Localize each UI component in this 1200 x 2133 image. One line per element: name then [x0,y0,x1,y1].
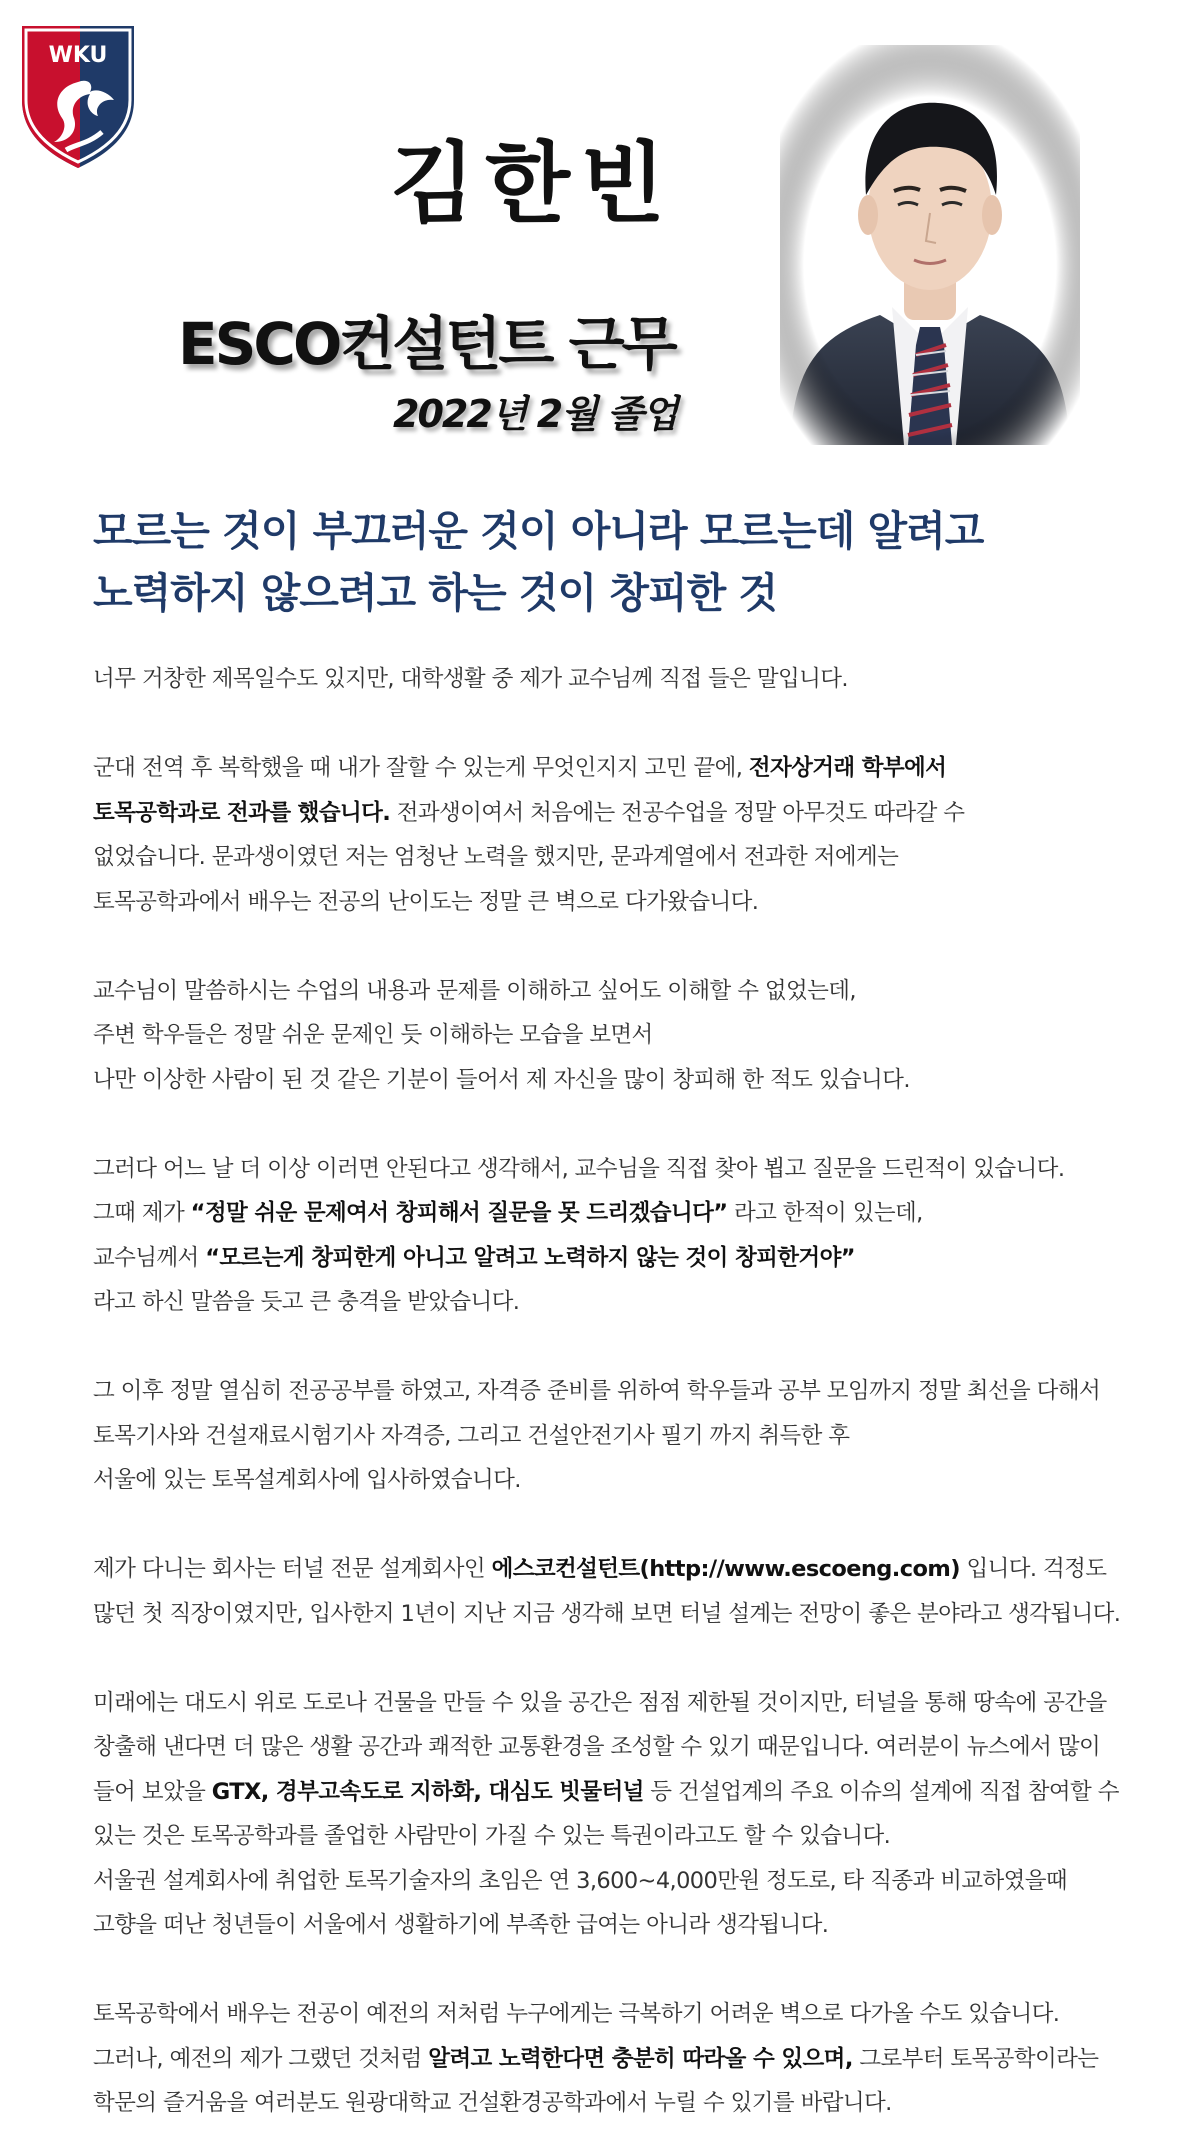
text-run: 그로부터 토목공학이라는 [852,2045,1099,2072]
text-line [93,1191,1143,1236]
text-line: 토목기사와 건설재료시험기사 자격증, 그리고 건설안전기사 필기 까지 취득한 후 [93,1422,850,1449]
text-line [93,791,1143,836]
paragraph-struggle [93,969,1143,1103]
text-line: 나만 이상한 사람이 된 것 같은 기분이 들어서 제 자신을 많이 창피해 한 적도 있습니다. [93,1066,910,1093]
text-line: 없었습니다. 문과생이였던 저는 엄청난 노력을 했지만, 문과계열에서 전과한 저에게는 [93,844,899,870]
text-line: 그러다 어느 날 더 이상 이러면 안된다고 생각해서, 교수님을 직접 찾아 뵙고 질문을 드린적이 있습니다. [93,1155,1065,1182]
headline-quote [93,500,1113,624]
text-line: 너무 거창한 제목일수도 있지만, 대학생활 중 제가 교수님께 직접 들은 말입니다. [93,666,848,692]
university-logo [18,22,138,172]
text-line: 교수님이 말씀하시는 수업의 내용과 문제를 이해하고 싶어도 이해할 수 없었는데, [93,977,856,1004]
headline-line: 모르는 것이 부끄러운 것이 아니라 모르는데 알려고 [93,507,984,555]
profile-name: 김한빈 [390,132,676,235]
text-line: 많던 첫 직장이였지만, 입사한지 1년이 지난 지금 생각해 보면 터널 설계는 전망이 좋은 분야라고 생각됩니다. [93,1600,1121,1627]
paragraph-transfer [93,746,1143,924]
paragraph-intro [93,657,1143,702]
paragraph-professor [93,1147,1143,1325]
bold-quote: “정말 쉬운 문제여서 창피해서 질문을 못 드리겠습니다” [190,1200,728,1226]
bold-text: 토목공학과로 전과를 했습니다. [93,799,391,826]
paragraph-achievement [93,1369,1143,1503]
text-line: 토목공학과에서 배우는 전공의 난이도는 정말 큰 벽으로 다가왔습니다. [93,888,759,915]
company-link[interactable]: 에스코컨설턴트(http://www.escoeng.com) [491,1556,960,1582]
text-line: 라고 하신 말씀을 듯고 큰 충격을 받았습니다. [93,1289,520,1315]
text-run: 입니다. 걱정도 [959,1556,1107,1582]
text-run: 라고 한적이 있는데, [727,1200,923,1226]
profile-role: ESCO컨설턴트 근무 [178,310,675,378]
paragraph-company [93,1547,1143,1636]
headline-line: 노력하지 않으려고 하는 것이 창피한 것 [93,569,778,617]
text-line [93,746,1143,791]
paragraph-closing [93,1992,1143,2126]
text-line [93,1236,1143,1281]
logo-text: WKU [48,43,108,68]
text-line: 창출해 낸다면 더 많은 생활 공간과 쾌적한 교통환경을 조성할 수 있기 때문입니다. 여러분이 뉴스에서 많이 [93,1734,1101,1760]
bold-quote: “모르는게 창피한게 아니고 알려고 노력하지 않는 것이 창피한거야” [205,1244,855,1271]
text-line: 학문의 즐거움을 여러분도 원광대학교 건설환경공학과에서 누릴 수 있기를 바랍니다. [93,2090,892,2116]
text-line: 토목공학에서 배우는 전공이 예전의 저처럼 누구에게는 극복하기 어려운 벽으로 다가올 수도 있습니다. [93,2001,1060,2027]
text-line: 서울권 설계회사에 취업한 토목기술자의 초임은 연 3,600~4,000만원 정도로, 타 직종과 비교하였을때 [93,1867,1068,1894]
testimonial-body [93,657,1143,2126]
paragraph-future [93,1681,1143,1948]
text-line [93,1770,1143,1815]
bold-text: 전자상거래 학부에서 [748,755,947,781]
text-line: 있는 것은 토목공학과를 졸업한 사람만이 가질 수 있는 특권이라고도 할 수 있습니다. [93,1823,891,1849]
bold-text: GTX, 경부고속도로 지하화, 대심도 빗물터널 [211,1778,644,1805]
text-line [93,2037,1143,2082]
text-line: 미래에는 대도시 위로 도로나 건물을 만들 수 있을 공간은 점점 제한될 것이지만, 터널을 통해 땅속에 공간을 [93,1689,1107,1716]
text-run: 등 건설업계의 주요 이슈의 설계에 직접 참여할 수 [643,1778,1119,1805]
text-line: 서울에 있는 토목설계회사에 입사하였습니다. [93,1467,521,1493]
text-run: 군대 전역 후 복학했을 때 내가 잘할 수 있는게 무엇인지지 고민 끝에, [93,755,749,781]
text-line [93,1547,1143,1592]
profile-graduation: 2022년 2월 졸업 [393,392,677,436]
text-run: 전과생이여서 처음에는 전공수업을 정말 아무것도 따라갈 수 [390,799,965,826]
text-line: 고향을 떠난 청년들이 서울에서 생활하기에 부족한 급여는 아니라 생각됩니다. [93,1912,829,1938]
text-run: 교수님께서 [93,1244,206,1271]
bold-text: 알려고 노력한다면 충분히 따라올 수 있으며, [428,2045,853,2072]
profile-photo [780,45,1080,445]
text-run: 들어 보았을 [93,1778,212,1805]
text-line: 그 이후 정말 열심히 전공공부를 하였고, 자격증 준비를 위하여 학우들과 공부 모임까지 정말 최선을 다해서 [93,1378,1101,1404]
text-run: 그때 제가 [93,1200,191,1226]
text-run: 제가 다니는 회사는 터널 전문 설계회사인 [93,1556,492,1582]
text-line: 주변 학우들은 정말 쉬운 문제인 듯 이해하는 모습을 보면서 [93,1022,653,1048]
text-run: 그러나, 예전의 제가 그랬던 것처럼 [93,2045,429,2072]
